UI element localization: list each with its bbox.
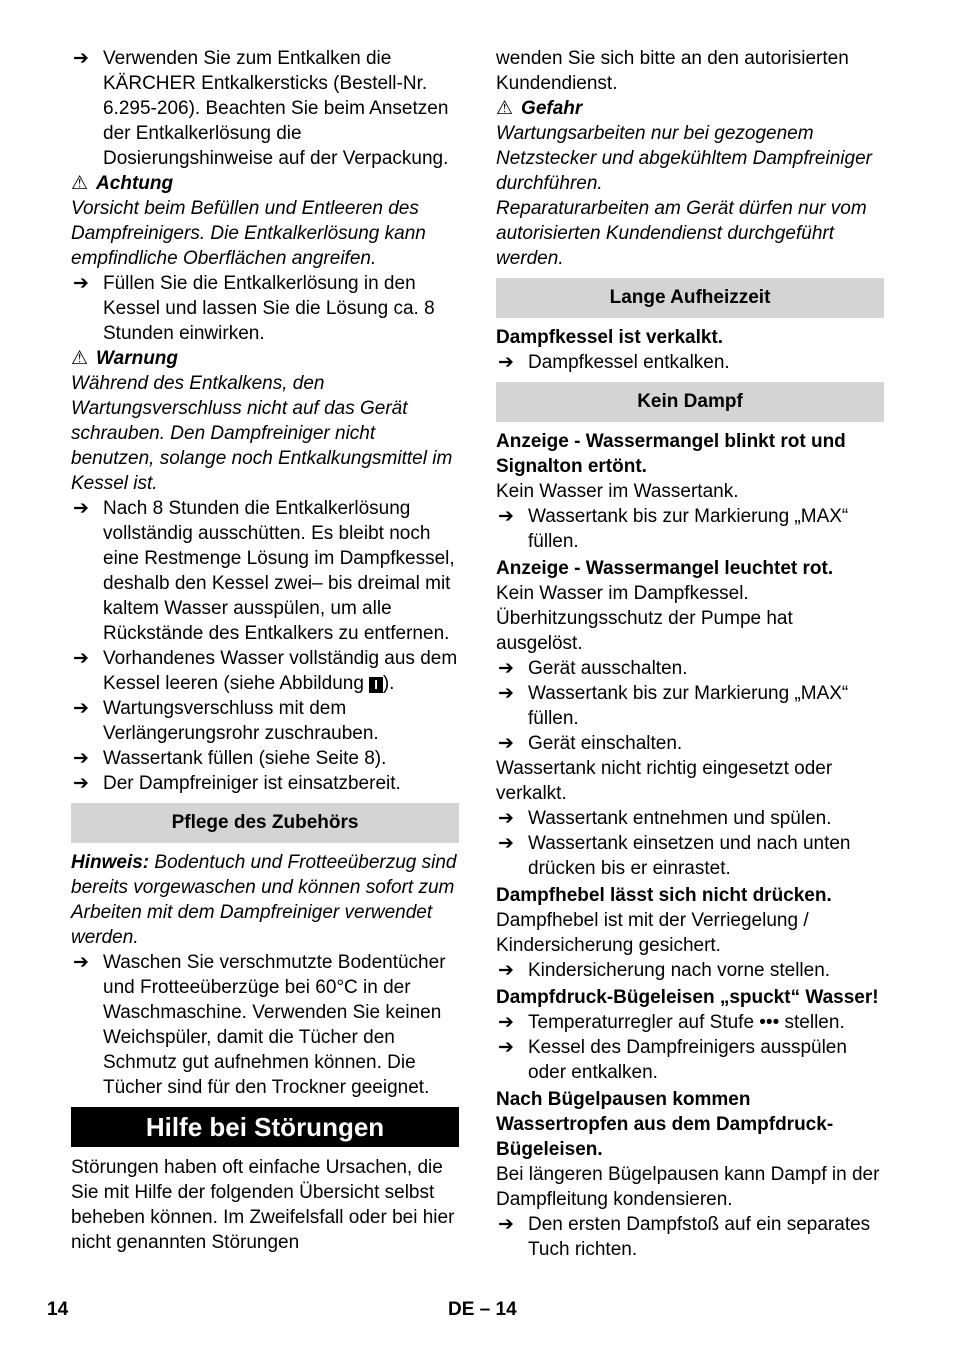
fault-heading: Nach Bügelpausen kommen Wassertropfen aus dem Dampfdruck-Bügeleisen. [496, 1089, 834, 1160]
list-item: ➔ Der Dampfreiniger ist einsatzbereit. [73, 773, 401, 794]
fault-cause: Bei längeren Bügelpausen kann Dampf in der Dampfleitung kondensieren. [496, 1164, 880, 1210]
note-text: Hinweis: Bodentuch und Frotteeüberzug sind bereits vorgewaschen und können sofort zum Arbeiten mit dem Dampfreiniger verwendet werden. [71, 852, 457, 948]
list-item: ➔ Wassertank bis zur Markierung „MAX“ füllen. [498, 683, 849, 729]
list-item: ➔ Wartungsverschluss mit dem Verlängerungsrohr zuschrauben. [73, 698, 379, 744]
fault-cause: Kein Wasser im Dampfkessel. Überhitzungsschutz der Pumpe hat ausgelöst. [496, 583, 793, 654]
fault-heading: Dampfdruck-Bügeleisen „spuckt“ Wasser! [496, 987, 879, 1008]
list-item: ➔ Gerät ausschalten. [498, 658, 688, 679]
list-item: ➔ Den ersten Dampfstoß auf ein separates Tuch richten. [498, 1214, 871, 1260]
arrow-icon: ➔ [498, 352, 514, 373]
arrow-icon: ➔ [73, 648, 89, 669]
left-column [71, 46, 459, 1255]
arrow-icon: ➔ [498, 1214, 514, 1235]
arrow-icon: ➔ [73, 698, 89, 719]
arrow-icon: ➔ [498, 733, 514, 754]
fault-cause: Wassertank nicht richtig eingesetzt oder verkalkt. [496, 758, 833, 804]
section-heading-lange-aufheizzeit: Lange Aufheizzeit [496, 278, 884, 318]
arrow-icon: ➔ [73, 498, 89, 519]
list-item: ➔ Wassertank entnehmen und spülen. [498, 808, 832, 829]
right-column [496, 46, 884, 1262]
caution-text: Vorsicht beim Befüllen und Entleeren des Dampfreinigers. Die Entkalkerlösung kann empfindliche Oberflächen angreifen. [71, 198, 426, 269]
list-item: ➔ Nach 8 Stunden die Entkalkerlösung vollständig ausschütten. Es bleibt noch eine Restmenge Lösung im Dampfkessel, deshalb den Kessel zwei– bis dreimal mit kaltem Wasser ausspülen, um alle Rückstände des Entkalkers zu entfernen. [73, 498, 455, 644]
continued-text: wenden Sie sich bitte an den autorisierten Kundendienst. [496, 48, 849, 94]
figure-reference: I [369, 677, 383, 693]
warning-icon: ⚠ [71, 173, 89, 194]
section-heading-kein-dampf: Kein Dampf [496, 382, 884, 422]
arrow-icon: ➔ [498, 683, 514, 704]
arrow-icon: ➔ [498, 506, 514, 527]
arrow-icon: ➔ [73, 773, 89, 794]
list-item: ➔ Temperaturregler auf Stufe ••• stellen. [498, 1012, 845, 1033]
note-label: Hinweis: [71, 852, 150, 873]
section-heading-pflege: Pflege des Zubehörs [71, 803, 459, 843]
list-item: ➔ Kindersicherung nach vorne stellen. [498, 960, 831, 981]
list-item: ➔ Wassertank bis zur Markierung „MAX“ füllen. [498, 506, 849, 552]
danger-text: Reparaturarbeiten am Gerät dürfen nur vom autorisierten Kundendienst durchgeführt werden. [496, 198, 867, 269]
caution-heading: ⚠ Achtung [71, 173, 174, 194]
list-item: ➔ Vorhandenes Wasser vollständig aus dem Kessel leeren (siehe Abbildung I ). [73, 648, 458, 694]
list-item: ➔ Wassertank einsetzen und nach unten drücken bis er einrastet. [498, 833, 851, 879]
arrow-icon: ➔ [498, 833, 514, 854]
chapter-heading-hilfe: Hilfe bei Störungen [71, 1107, 459, 1147]
list-item: ➔ Verwenden Sie zum Entkalken die KÄRCHER Entkalkersticks (Bestell-Nr. 6.295-206). Beachten Sie beim Ansetzen der Entkalkerlösung die Dosierungshinweise auf der Verpackung. [73, 48, 449, 169]
fault-cause: Dampfhebel ist mit der Verriegelung / Kindersicherung gesichert. [496, 910, 809, 956]
arrow-icon: ➔ [498, 808, 514, 829]
list-item: ➔ Dampfkessel entkalken. [498, 352, 730, 373]
arrow-icon: ➔ [73, 748, 89, 769]
fault-heading: Dampfhebel lässt sich nicht drücken. [496, 885, 832, 906]
page-label: DE – 14 [448, 1299, 517, 1320]
fault-heading: Anzeige - Wassermangel leuchtet rot. [496, 558, 834, 579]
list-item: ➔ Füllen Sie die Entkalkerlösung in den Kessel und lassen Sie die Lösung ca. 8 Stunden einwirken. [73, 273, 435, 344]
list-item: ➔ Waschen Sie verschmutzte Bodentücher und Frotteeüberzüge bei 60°C in der Waschmaschine. Verwenden Sie keinen Weichspüler, damit die Tücher den Schmutz gut aufnehmen können. Die Tücher sind für den Trockner geeignet. [73, 952, 446, 1098]
intro-text: Störungen haben oft einfache Ursachen, die Sie mit Hilfe der folgenden Übersicht selbst beheben können. Im Zweifelsfall oder bei hier nicht genannten Störungen [71, 1157, 455, 1253]
list-item: ➔ Gerät einschalten. [498, 733, 683, 754]
arrow-icon: ➔ [498, 1012, 514, 1033]
fault-heading: Dampfkessel ist verkalkt. [496, 327, 724, 348]
warning-icon: ⚠ [71, 348, 89, 369]
arrow-icon: ➔ [73, 952, 89, 973]
list-item: ➔ Wassertank füllen (siehe Seite 8). [73, 748, 387, 769]
warning-heading: ⚠ Warnung [71, 348, 179, 369]
warning-icon: ⚠ [496, 98, 514, 119]
fault-heading: Anzeige - Wassermangel blinkt rot und Signalton ertönt. [496, 431, 846, 477]
arrow-icon: ➔ [498, 658, 514, 679]
arrow-icon: ➔ [73, 48, 89, 69]
danger-text: Wartungsarbeiten nur bei gezogenem Netzstecker und abgekühltem Dampfreiniger durchführen. [496, 123, 872, 194]
danger-heading: ⚠ Gefahr [496, 98, 583, 119]
list-item: ➔ Kessel des Dampfreinigers ausspülen oder entkalken. [498, 1037, 847, 1083]
arrow-icon: ➔ [73, 273, 89, 294]
fault-cause: Kein Wasser im Wassertank. [496, 481, 739, 502]
page-number: 14 [47, 1299, 69, 1320]
warning-text: Während des Entkalkens, den Wartungsverschluss nicht auf das Gerät schrauben. Den Dampfreiniger nicht benutzen, solange noch Entkalkungsmittel im Kessel ist. [71, 373, 453, 494]
arrow-icon: ➔ [498, 960, 514, 981]
arrow-icon: ➔ [498, 1037, 514, 1058]
